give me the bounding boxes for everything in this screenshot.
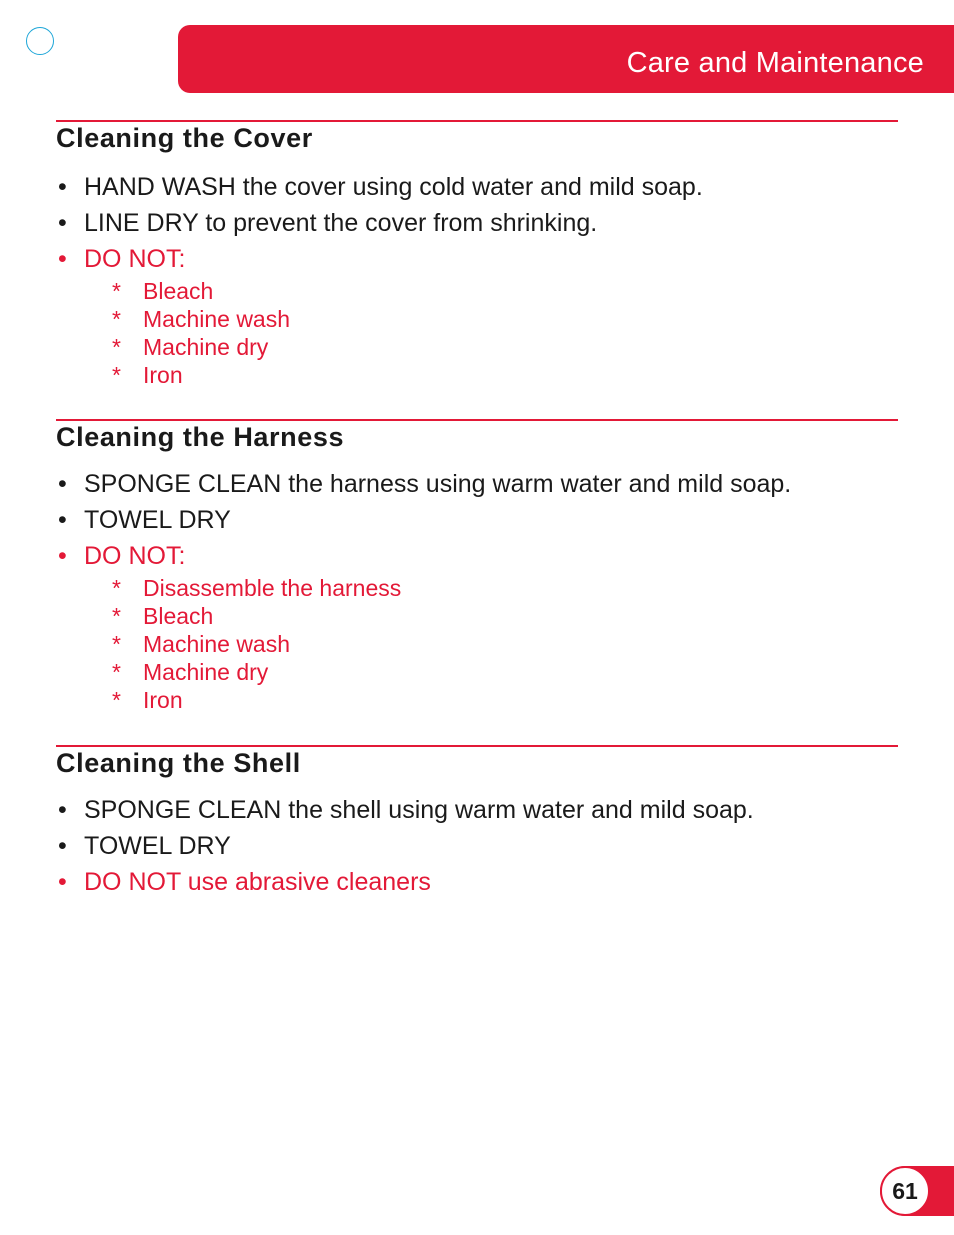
page-number: 61: [880, 1166, 930, 1216]
page-header-title: Care and Maintenance: [626, 47, 924, 79]
bullet-item: • SPONGE CLEAN the harness using warm water and mild soap.: [56, 466, 898, 502]
page-number-tab: [880, 1166, 954, 1216]
section-cleaning-cover: [56, 120, 898, 389]
corner-circle-mark: [26, 27, 54, 55]
sub-item: * Machine wash: [112, 305, 898, 333]
section-title: Cleaning the Cover: [56, 123, 313, 153]
sub-item: * Machine wash: [112, 630, 898, 658]
warning-bullet: • DO NOT:: [56, 538, 898, 574]
bullet-list: [56, 792, 898, 900]
sub-item: * Iron: [112, 361, 898, 389]
sub-item: * Iron: [112, 686, 898, 714]
warning-bullet: • DO NOT use abrasive cleaners: [56, 864, 898, 900]
header-banner: [178, 25, 954, 93]
bullet-item: • TOWEL DRY: [56, 828, 898, 864]
section-title: Cleaning the Shell: [56, 748, 301, 778]
warning-bullet: • DO NOT:: [56, 241, 898, 277]
bullet-item: • HAND WASH the cover using cold water and mild soap.: [56, 169, 898, 205]
sub-item: * Machine dry: [112, 658, 898, 686]
section-cleaning-shell: [56, 745, 898, 900]
sub-list: [56, 277, 898, 389]
bullet-item: • TOWEL DRY: [56, 502, 898, 538]
sub-item: * Bleach: [112, 602, 898, 630]
bullet-list: [56, 169, 898, 277]
bullet-list: [56, 466, 898, 574]
sub-item: * Machine dry: [112, 333, 898, 361]
section-title: Cleaning the Harness: [56, 422, 345, 452]
bullet-item: • LINE DRY to prevent the cover from shrinking.: [56, 205, 898, 241]
bullet-item: • SPONGE CLEAN the shell using warm water and mild soap.: [56, 792, 898, 828]
sub-item: * Bleach: [112, 277, 898, 305]
sub-item: * Disassemble the harness: [112, 574, 898, 602]
section-cleaning-harness: [56, 419, 898, 714]
sub-list: [56, 574, 898, 714]
